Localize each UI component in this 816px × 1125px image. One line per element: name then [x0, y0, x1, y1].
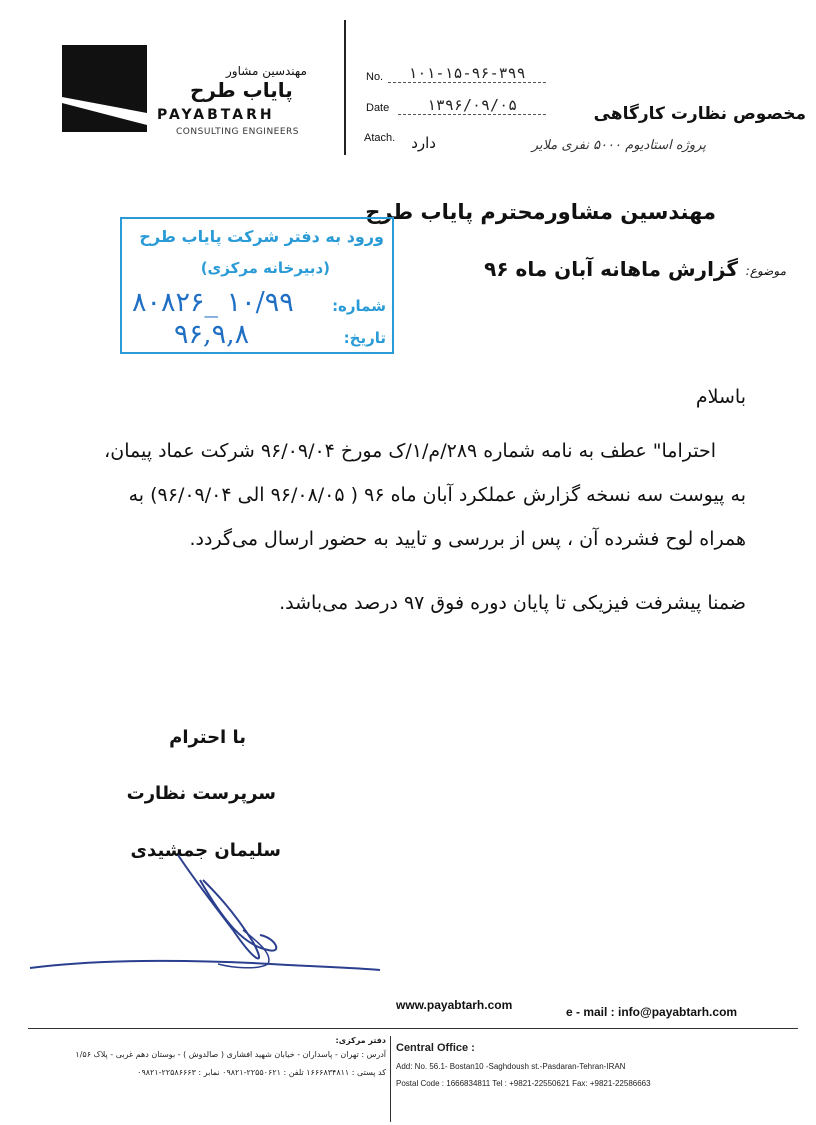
recipient: مهندسین مشاورمحترم پایاب طرح: [365, 200, 716, 224]
handwritten-signature: [28, 850, 388, 980]
subject-label: موضوع:: [745, 264, 786, 278]
en-office-label: Central Office :: [396, 1042, 475, 1054]
company-logo-mark: [62, 45, 147, 132]
website-link[interactable]: www.payabtarh.com: [396, 998, 513, 1012]
stamp-subtitle: (دبیرخانه مرکزی): [200, 259, 330, 277]
receipt-stamp: [120, 217, 394, 354]
stamp-number-value: ۸۰۸۲۶_ ۱۰/۹۹: [132, 287, 294, 318]
fa-office-label: دفتر مرکزی:: [335, 1036, 386, 1045]
fa-address: آدرس : تهران - پاسداران - خیابان شهید افشاری ( صالدوش ) - بوستان دهم غربی - پلاک ۱/۵۶: [75, 1050, 386, 1059]
attachment-value: دارد: [411, 134, 436, 152]
logo-subtitle-fa: مهندسین مشاور: [226, 64, 307, 78]
greeting: باسلام: [695, 386, 746, 408]
closing: با احترام: [169, 727, 246, 748]
header-divider: [344, 20, 346, 155]
en-contact: Postal Code : 1666834811 Tel : +9821-22550621 Fax: +9821-22586663: [396, 1079, 651, 1088]
signatory-name: سلیمان جمشیدی: [130, 840, 281, 861]
stamp-number-label: شماره:: [332, 297, 386, 315]
body-paragraph-1-line-3: همراه لوح فشرده آن ، پس از بررسی و تایید به حضور ارسال می‌گردد.: [189, 528, 746, 550]
stamp-title: ورود به دفتر شرکت پایاب طرح: [139, 227, 384, 246]
footer-column-divider: [390, 1036, 391, 1122]
stamp-date-label: تاریخ:: [343, 329, 386, 347]
subject-text: گزارش ماهانه آبان ماه ۹۶: [484, 257, 738, 281]
logo-name-fa: پایاب طرح: [190, 78, 293, 102]
fa-contact: کد پستی : ۱۶۶۶۸۳۴۸۱۱ تلفن : ۲۲۵۵۰۶۲۱-۰۹۸۲۱ نمابر : ۲۲۵۸۶۶۶۳-۰۹۸۲۱: [137, 1068, 386, 1077]
supervision-header: مخصوص نظارت کارگاهی: [593, 104, 806, 124]
body-paragraph-1-line-2: به پیوست سه نسخه گزارش عملکرد آبان ماه ۹۶ ( ۹۶/۰۸/۰۵ الی ۹۶/۰۹/۰۴) به: [128, 484, 746, 506]
letter-date-value: ۱۳۹۶/۰۹/۰۵: [398, 96, 546, 115]
logo-name-en: PAYABTARH: [157, 107, 275, 123]
letter-date-label: Date: [366, 102, 390, 114]
body-paragraph-2: ضمنا پیشرفت فیزیکی تا پایان دوره فوق ۹۷ درصد می‌باشد.: [279, 592, 746, 614]
letter-number-value: ۱۰۱-۱۵-۹۶-۳۹۹: [388, 64, 546, 83]
project-name: پروژه استادیوم ۵۰۰۰ نفری ملایر: [531, 138, 706, 153]
stamp-date-value: ۹۶,۹,۸: [174, 319, 250, 350]
footer-divider: [28, 1028, 798, 1029]
email-link[interactable]: e - mail : info@payabtarh.com: [566, 1005, 738, 1019]
logo-subtitle-en: CONSULTING ENGINEERS: [176, 127, 300, 137]
attachment-label: Atach.: [364, 132, 396, 144]
letter-number-label: No.: [366, 71, 384, 83]
signatory-title: سرپرست نظارت: [126, 783, 276, 804]
en-address: Add: No. 56.1- Bostan10 -Saghdoush st.-Pasdaran-Tehran-IRAN: [396, 1062, 626, 1071]
body-paragraph-1-line-1: احتراما" عطف به نامه شماره ۲۸۹/م/۱/ک مورخ ۹۶/۰۹/۰۴ شرکت عماد پیمان،: [104, 440, 716, 462]
